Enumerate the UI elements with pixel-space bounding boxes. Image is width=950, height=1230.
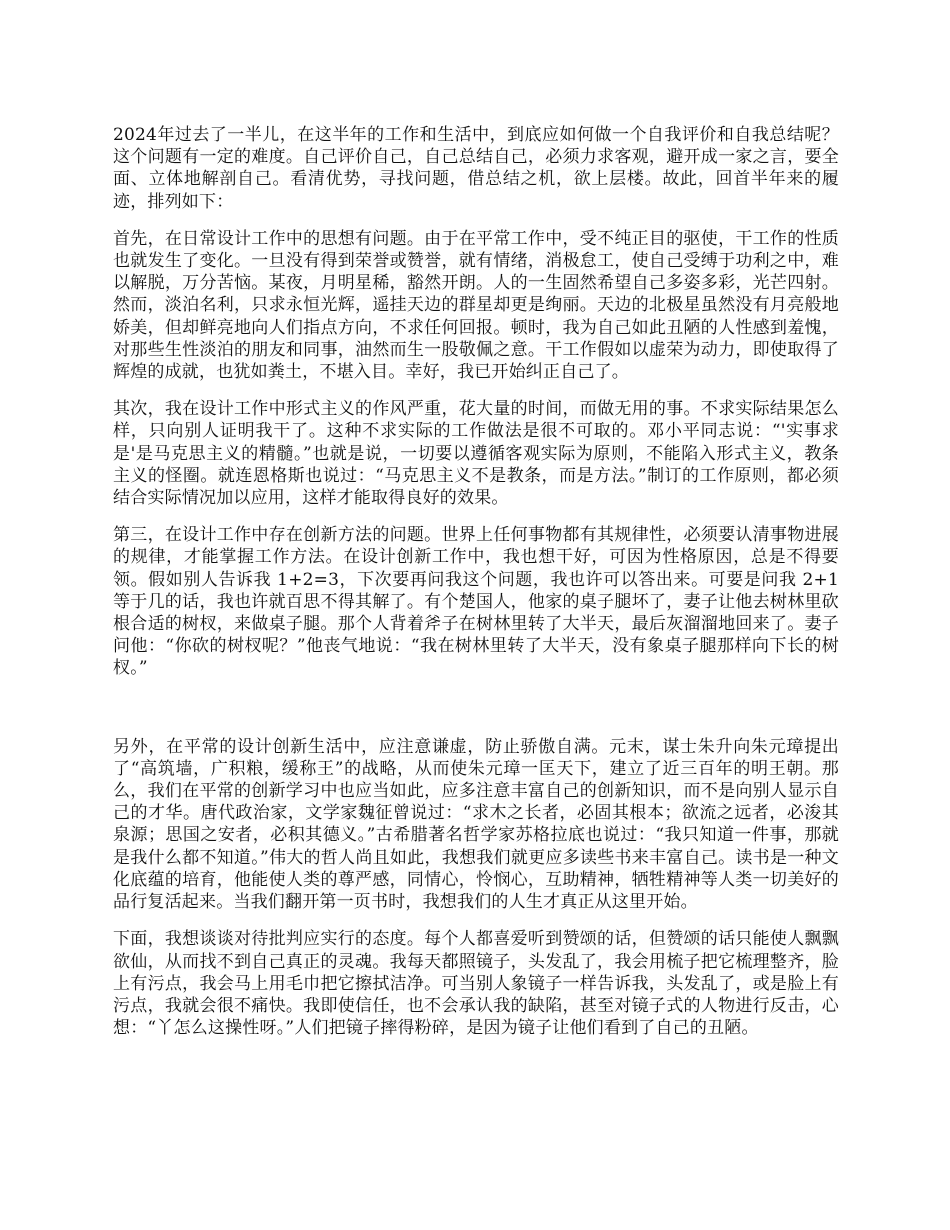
paragraph-second: 其次，我在设计工作中形式主义的作风严重，花大量的时间，而做无用的事。不求实际结果怎么样，只向别人证明我干了。这种不求实际的工作做法是很不可取的。邓小平同志说：“'实事求是'是马克思主义的精髓。”也就是说，一切要以遵循客观实际为原则，不能陷入形式主义，教条主义的怪圈。就连恩格斯也说过：“马克思主义不是教条，而是方法。”制订的工作原则，都必须结合实际情况加以应用，这样才能取得良好的效果。 xyxy=(113,399,839,509)
paragraph-criticism: 下面，我想谈谈对待批判应实行的态度。每个人都喜爱听到赞颂的话，但赞颂的话只能使人飘飘欲仙，从而找不到自己真正的灵魂。我每天都照镜子，头发乱了，我会用梳子把它梳理整齐，脸上有污点，我会马上用毛巾把它擦拭洁净。可当别人象镜子一样告诉我，头发乱了，或是脸上有污点，我就会很不痛快。我即使信任，也不会承认我的缺陷，甚至对镜子式的人物进行反击，心想：“丫怎么这操性呀。”人们把镜子摔得粉碎，是因为镜子让他们看到了自己的丑陋。 xyxy=(113,929,839,1039)
paragraph-gap xyxy=(113,213,839,228)
paragraph-intro: 2024年过去了一半儿，在这半年的工作和生活中，到底应如何做一个自我评价和自我总结呢？这个问题有一定的难度。自己评价自己，自己总结自己，必须力求客观，避开成一家之言，要全面、立体地解剖自己。看清优势，寻找问题，借总结之机，欲上层楼。故此，回首半年来的履迹，排列如下： xyxy=(113,125,839,212)
paragraph-first: 首先，在日常设计工作中的思想有问题。由于在平常工作中，受不纯正目的驱使，干工作的性质也就发生了变化。一旦没有得到荣誉或赞誉，就有情绪，消极怠工，使自己受缚于功利之中，难以解脱，万分苦恼。某夜，月明星稀，豁然开朗。人的一生固然希望自己多姿多彩，光芒四射。然而，淡泊名利，只求永恒光辉，遥挂天边的群星却更是绚丽。天边的北极星虽然没有月亮般地娇美，但却鲜亮地向人们指点方向，不求任何回报。顿时，我为自己如此丑陋的人性感到羞愧，对那些生性淡泊的朋友和同事，油然而生一股敬佩之意。干工作假如以虚荣为动力，即使取得了辉煌的成就，也犹如粪土，不堪入目。幸好，我已开始纠正自己了。 xyxy=(113,228,839,383)
paragraph-gap-large xyxy=(113,680,839,736)
paragraph-gap xyxy=(113,383,839,398)
paragraph-third: 第三，在设计工作中存在创新方法的问题。世界上任何事物都有其规律性，必须要认清事物进展的规律，才能掌握工作方法。在设计创新工作中，我也想干好，可因为性格原因，总是不得要领。假如别人告诉我 1+2=3，下次要再问我这个问题，我也许可以答出来。可要是问我 2+1 等于几的话，我也许就百思不得其解了。有个楚国人，他家的桌子腿坏了，妻子让他去树林里砍根合适的树杈，来做桌子腿。那个人背着斧子在树林里转了大半天，最后灰溜溜地回来了。妻子问他：“你砍的树杈呢？”他丧气地说：“我在树林里转了大半天，没有象桌子腿那样向下长的树杈。” xyxy=(113,525,839,679)
paragraph-gap xyxy=(113,913,839,928)
document-body xyxy=(113,124,839,1039)
paragraph-gap xyxy=(113,509,839,524)
paragraph-additional: 另外，在平常的设计创新生活中，应注意谦虚，防止骄傲自满。元末，谋士朱升向朱元璋提出了“高筑墙，广积粮，缓称王”的战略，从而使朱元璋一匡天下，建立了近三百年的明王朝。那么，我们在平常的创新学习中也应当如此，应多注意丰富自己的创新知识，而不是向别人显示自己的才华。唐代政治家，文学家魏征曾说过：“求木之长者，必固其根本；欲流之远者，必浚其泉源；思国之安者，必积其德义。”古希腊著名哲学家苏格拉底也说过：“我只知道一件事，那就是我什么都不知道。”伟大的哲人尚且如此，我想我们就更应多读些书来丰富自己。读书是一种文化底蕴的培育，他能使人类的尊严感，同情心，怜悯心，互助精神，牺牲精神等人类一切美好的品行复活起来。当我们翻开第一页书时，我想我们的人生才真正从这里开始。 xyxy=(113,736,839,913)
